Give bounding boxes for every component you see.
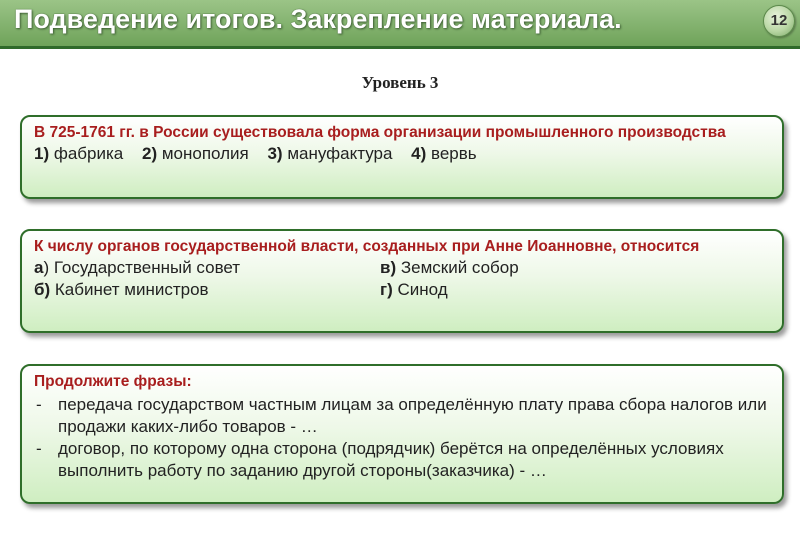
option-letter: б) bbox=[34, 280, 51, 299]
list-item bbox=[34, 394, 770, 438]
header-band bbox=[0, 0, 800, 49]
option-text: монополия bbox=[157, 144, 249, 163]
option-number: 2) bbox=[141, 144, 158, 163]
option-number: 3) bbox=[267, 144, 283, 163]
question-3-title: Продолжите фразы: bbox=[34, 373, 192, 390]
phrase-list bbox=[34, 394, 770, 482]
question-2-options bbox=[34, 257, 770, 301]
question-card-3 bbox=[20, 364, 784, 504]
question-1-options bbox=[34, 143, 770, 165]
phrase-text: договор, по которому одна сторона (подрядчик) берётся на определённых условиях выполнить работу по заданию другой стороны(заказчика) - … bbox=[58, 439, 724, 480]
page-title: Подведение итогов. Закрепление материала. bbox=[14, 4, 622, 34]
option-g bbox=[380, 279, 680, 301]
question-2-title: К числу органов государственной власти, созданных при Анне Иоанновне, относится bbox=[34, 238, 700, 255]
option-text: ) Государственный совет bbox=[43, 258, 241, 277]
dash-marker: - bbox=[36, 395, 42, 414]
option-b bbox=[34, 279, 380, 301]
option-a bbox=[34, 257, 380, 279]
option-text: вервь bbox=[426, 144, 477, 163]
list-item bbox=[34, 438, 770, 482]
option-1 bbox=[34, 143, 123, 165]
question-card-2 bbox=[20, 229, 784, 333]
page-number-badge: 12 bbox=[763, 5, 795, 37]
dash-marker: - bbox=[36, 439, 42, 458]
option-letter: г) bbox=[380, 280, 393, 299]
level-subtitle: Уровень 3 bbox=[361, 73, 439, 92]
option-text: Земский собор bbox=[396, 258, 519, 277]
option-2 bbox=[142, 143, 249, 165]
option-letter: а bbox=[34, 258, 44, 277]
question-card-1 bbox=[20, 115, 784, 199]
option-text: мануфактура bbox=[282, 144, 393, 163]
option-3 bbox=[267, 143, 392, 165]
option-text: Синод bbox=[392, 280, 448, 299]
option-number: 1) bbox=[34, 144, 50, 163]
option-4 bbox=[411, 143, 477, 165]
option-text: фабрика bbox=[49, 144, 124, 163]
option-number: 4) bbox=[411, 144, 427, 163]
phrase-text: передача государством частным лицам за определённую плату права сбора налогов или продажи каких-либо товаров - … bbox=[58, 395, 767, 436]
option-v bbox=[380, 257, 680, 279]
option-text: Кабинет министров bbox=[50, 280, 209, 299]
option-letter: в) bbox=[380, 258, 397, 277]
question-1-title: В 725-1761 гг. в России существовала форма организации промышленного производства bbox=[34, 124, 726, 141]
